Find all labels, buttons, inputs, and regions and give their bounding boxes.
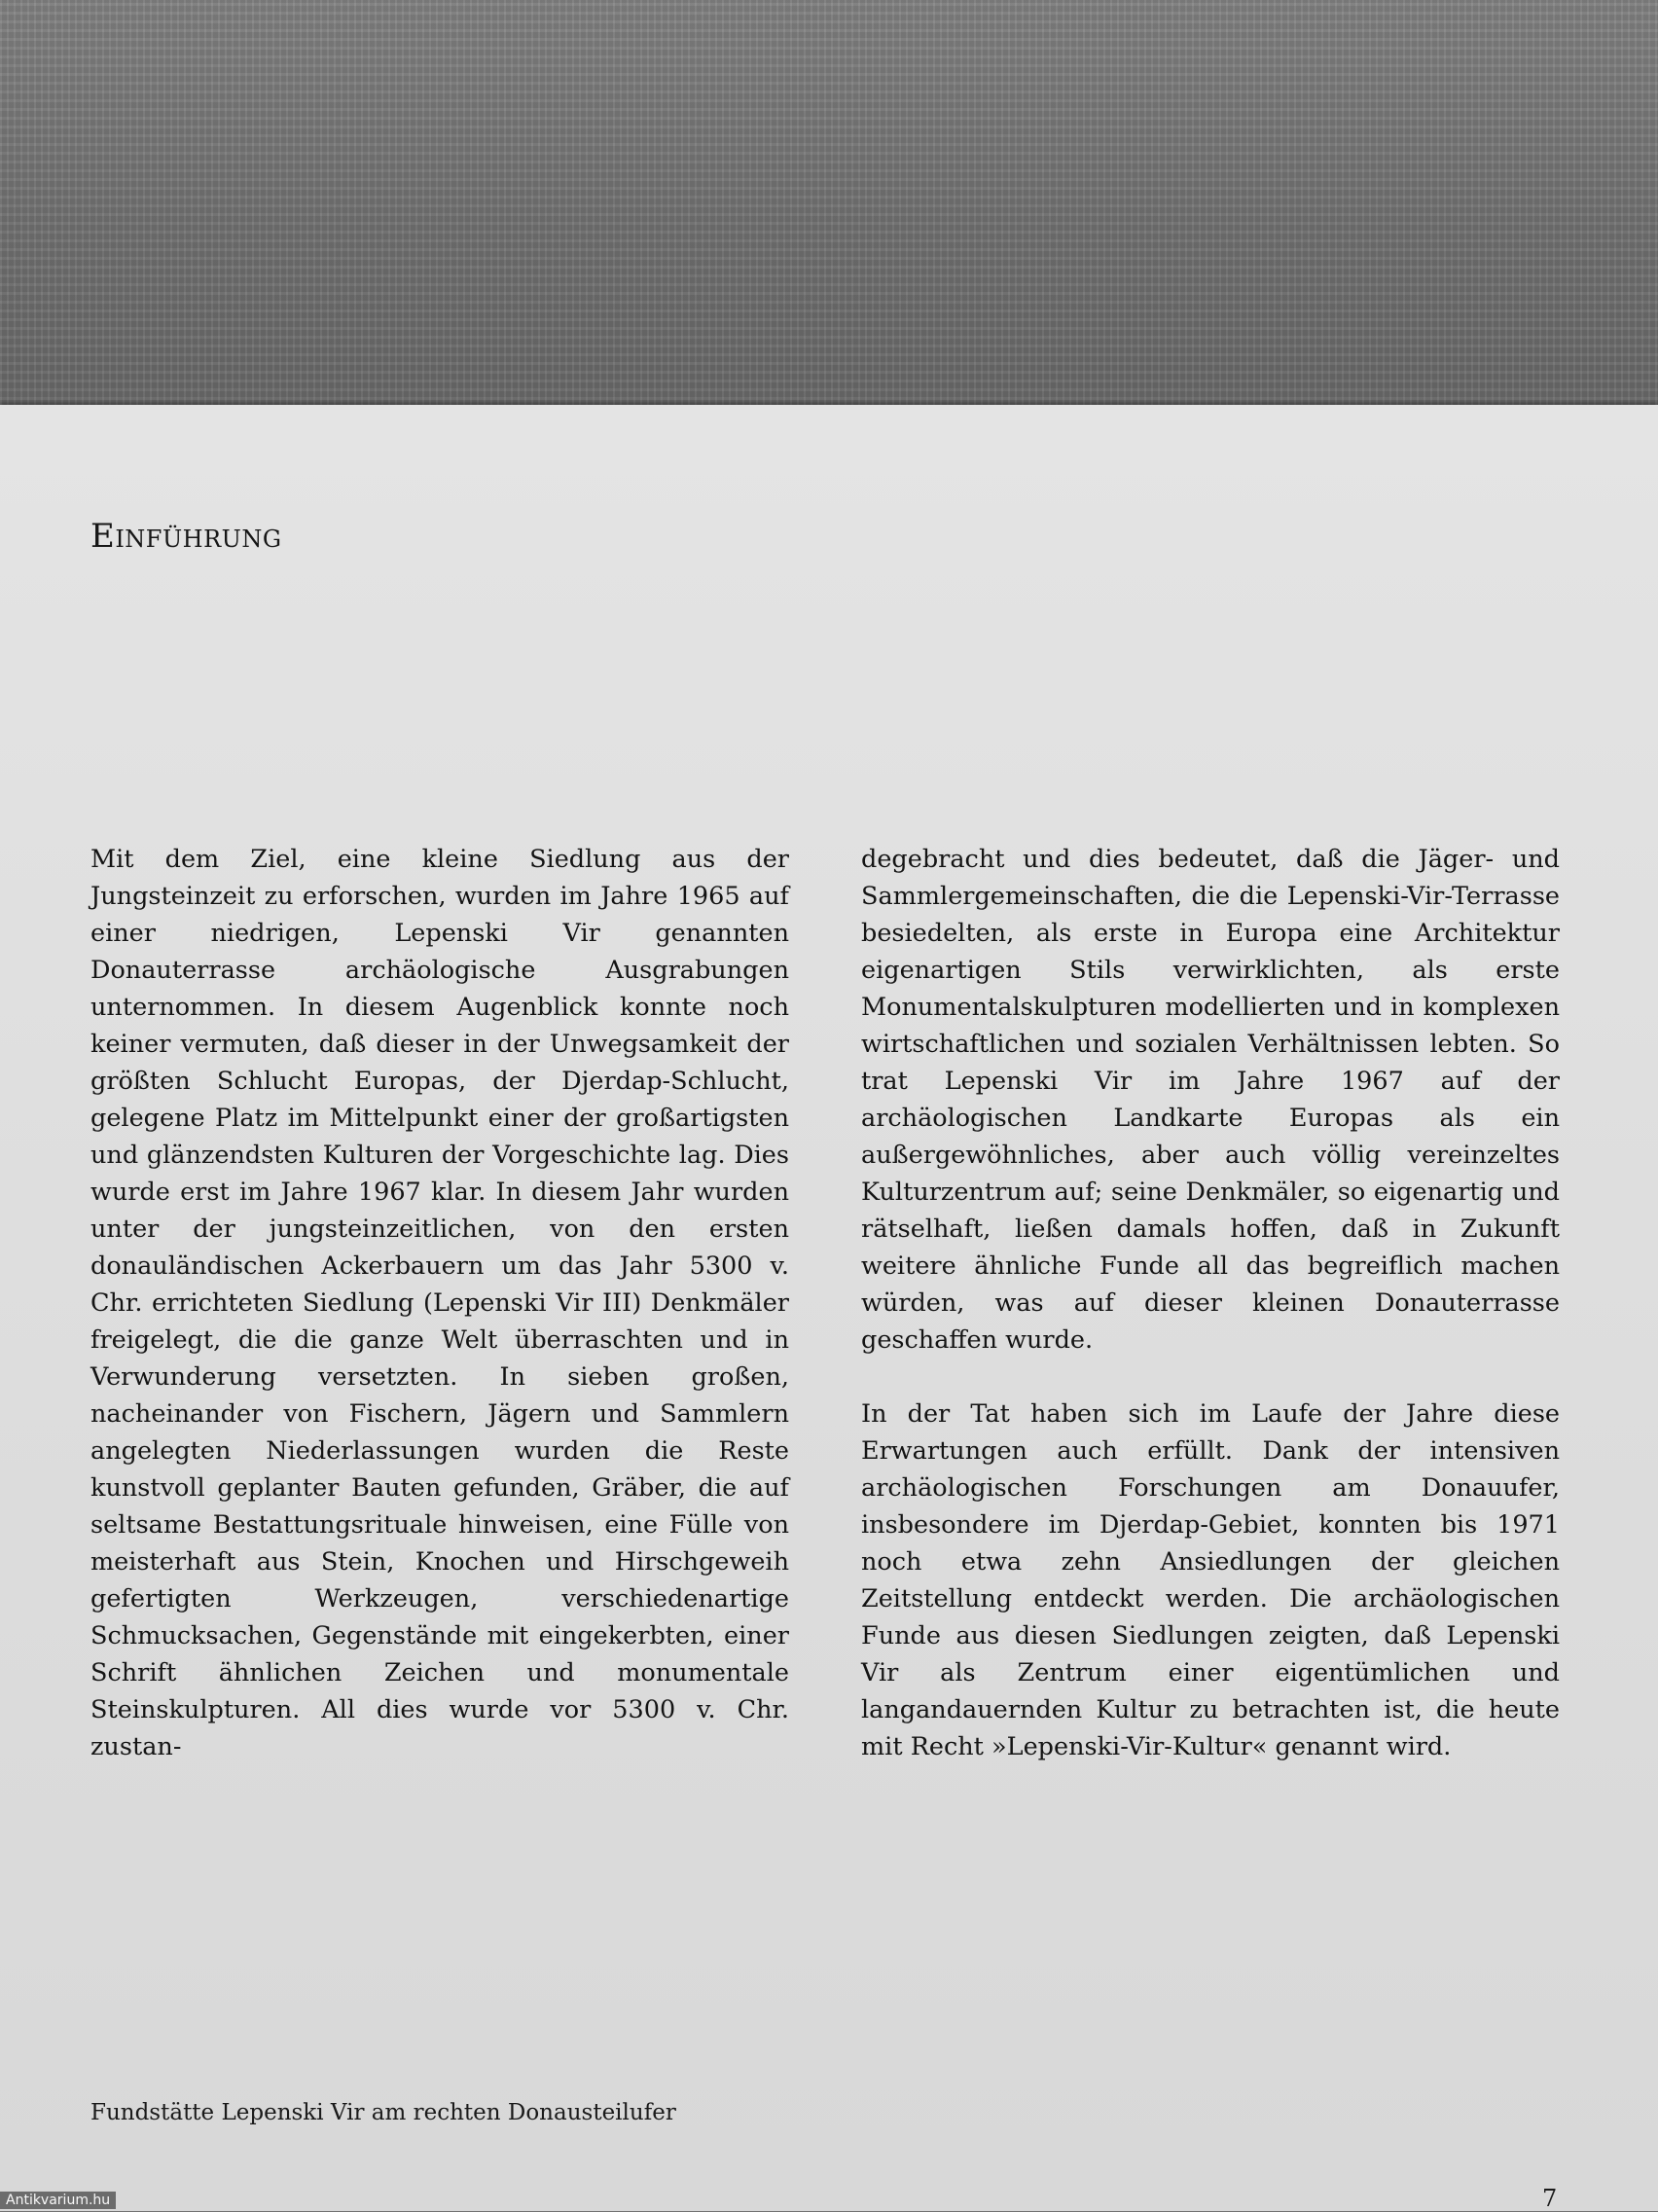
figure-caption: Fundstätte Lepenski Vir am rechten Donausteilufer bbox=[90, 2100, 676, 2125]
watermark-logo: Antikvarium.hu bbox=[0, 2192, 116, 2209]
page-heading: Einführung bbox=[90, 517, 282, 556]
paragraph: degebracht und dies bedeutet, daß die Jäger- und Sammlergemeinschaften, die die Lepenski-Vir-Terrasse besiedelten, als erste in Europa eine Architektur eigenartigen Stils verwirklichten, als erste Monumentalskulpturen modellierten und in komplexen wirtschaftlichen und sozialen Verhältnissen lebten. So trat Lepenski Vir im Jahre 1967 auf der archäologischen Landkarte Europas als ein außergewöhnliches, aber auch völlig vereinzeltes Kulturzentrum auf; seine Denkmäler, so eigenartig und rätselhaft, ließen damals hoffen, daß in Zukunft weitere ähnliche Funde all das begreiflich machen würden, was auf dieser kleinen Donauterrasse geschaffen wurde. bbox=[861, 845, 1560, 1355]
background-surface bbox=[0, 0, 1658, 409]
text-column-right bbox=[861, 841, 1560, 1765]
paragraph: Mit dem Ziel, eine kleine Siedlung aus der Jungsteinzeit zu erforschen, wurden im Jahre 1965 auf einer niedrigen, Lepenski Vir genannten Donauterrasse archäologische Ausgrabungen unternommen. In diesem Augenblick konnte noch keiner vermuten, daß dieser in der Unwegsamkeit der größten Schlucht Europas, der Djerdap-Schlucht, gelegene Platz im Mittelpunkt einer der großartigsten und glänzendsten Kulturen der Vorgeschichte lag. Dies wurde erst im Jahre 1967 klar. In diesem Jahr wurden unter der jungsteinzeitlichen, von den ersten donauländischen Ackerbauern um das Jahr 5300 v. Chr. errichteten Siedlung (Lepenski Vir III) Denkmäler freigelegt, die die ganze Welt überraschten und in Verwunderung versetzten. In sieben großen, nacheinander von Fischern, Jägern und Sammlern angelegten Niederlassungen wurden die Reste kunstvoll geplanter Bauten gefunden, Gräber, die auf seltsame Bestattungsrituale hinweisen, eine Fülle von meisterhaft aus Stein, Knochen und Hirschgeweih gefertigten Werkzeugen, verschiedenartige Schmucksachen, Gegenstände mit eingekerbten, einer Schrift ähnlichen Zeichen und monumentale Steinskulpturen. All dies wurde vor 5300 v. Chr. zustan- bbox=[90, 845, 789, 1761]
page-number: 7 bbox=[1542, 2185, 1558, 2212]
text-column-left bbox=[90, 841, 789, 1765]
book-page bbox=[0, 405, 1658, 2211]
paragraph: In der Tat haben sich im Laufe der Jahre diese Erwartungen auch erfüllt. Dank der intensiven archäologischen Forschungen am Donauufer, insbesondere im Djerdap-Gebiet, konnten bis 1971 noch etwa zehn Ansiedlungen der gleichen Zeitstellung entdeckt werden. Die archäologischen Funde aus diesen Siedlungen zeigten, daß Lepenski Vir als Zentrum einer eigentümlichen und langandauernden Kultur zu betrachten ist, die heute mit Recht »Lepenski-Vir-Kultur« genannt wird. bbox=[861, 1399, 1560, 1761]
